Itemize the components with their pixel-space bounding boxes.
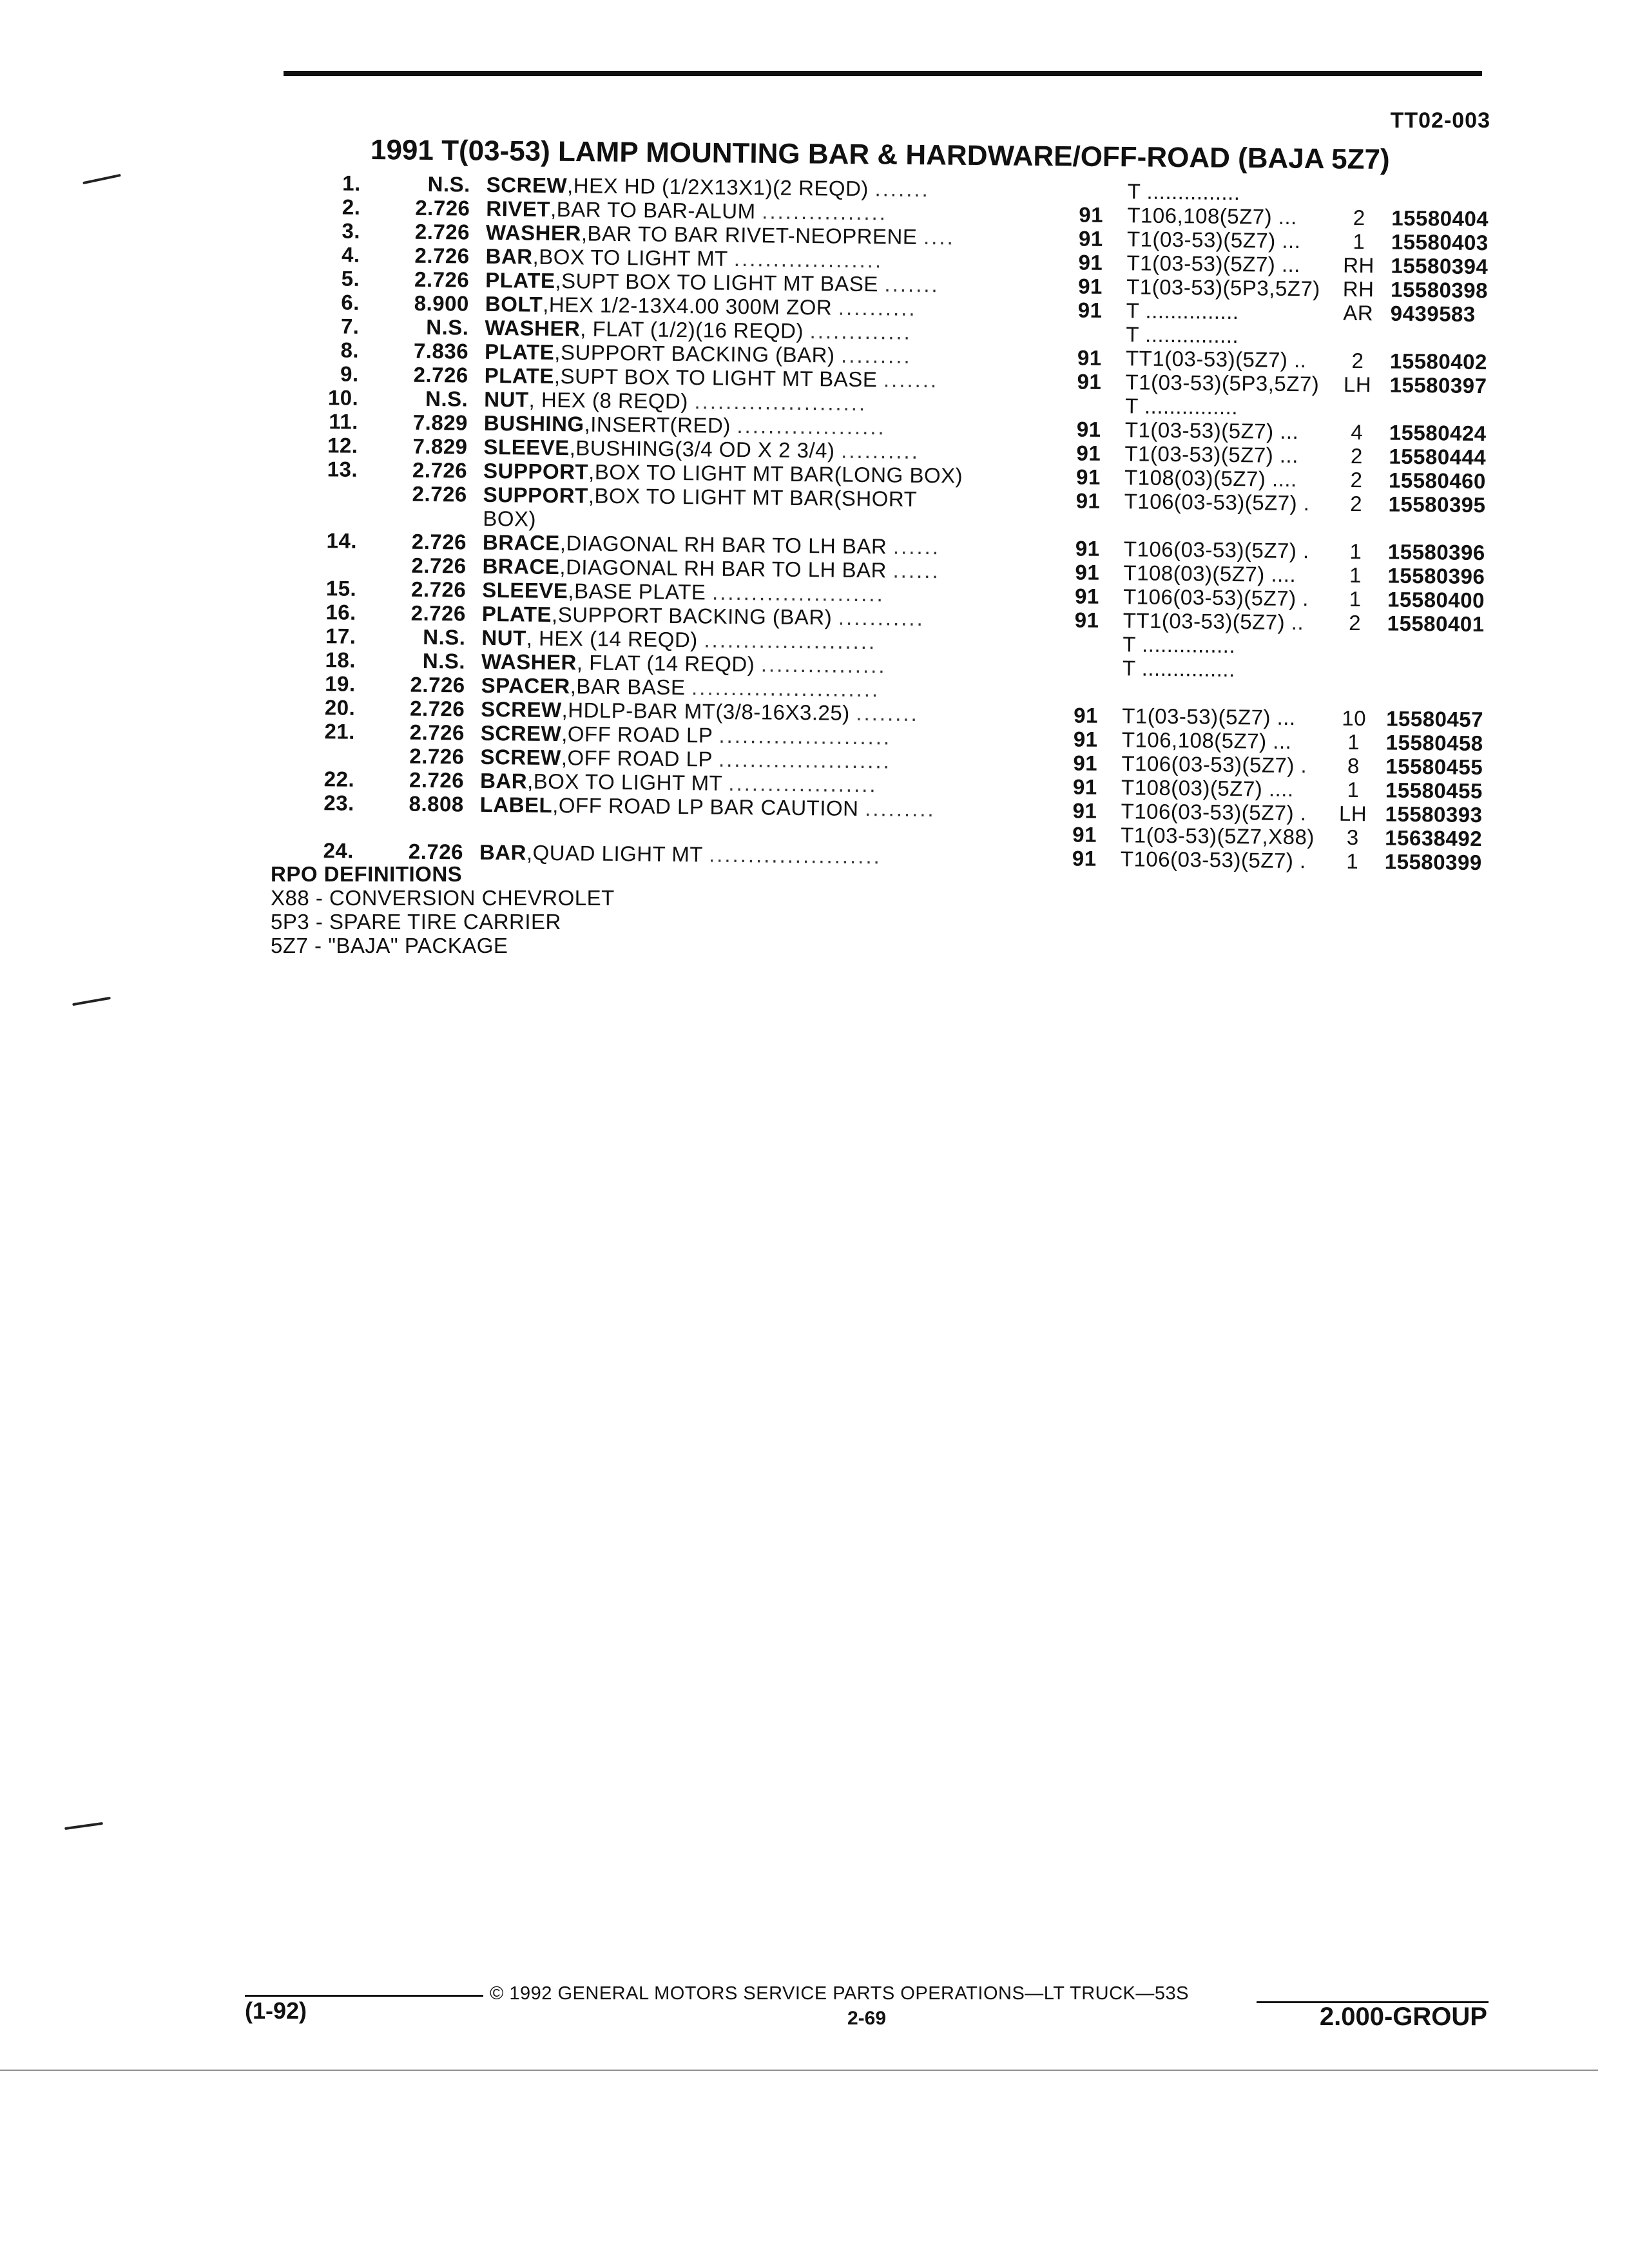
series-usage: T106,108(5Z7) ... (1127, 203, 1297, 229)
part-detail: ,BUSHING(3/4 OD X 2 3/4) (569, 436, 835, 463)
model-year: 91 (1076, 417, 1101, 441)
part-number: 15580424 (1389, 420, 1487, 446)
part-detail: ,OFF ROAD LP BAR CAUTION (552, 793, 859, 820)
part-number: 15580398 (1390, 277, 1489, 303)
leader-dots: ...................... (694, 389, 867, 416)
model-year: 91 (1075, 536, 1100, 561)
part-number: 15580396 (1387, 563, 1485, 589)
leader-dots: ........ (856, 700, 919, 726)
quantity: 1 (1353, 229, 1365, 254)
group-number: 2.726 (409, 744, 465, 769)
quantity: 2 (1350, 443, 1364, 468)
group-number: 2.726 (412, 481, 467, 506)
part-number: 15638492 (1385, 825, 1483, 851)
scan-bottom-line (0, 2070, 1598, 2071)
model-year: 91 (1075, 465, 1101, 489)
item-number: 11. (329, 409, 359, 434)
quantity: 1 (1349, 562, 1362, 588)
part-name: BAR (485, 244, 533, 269)
series-usage: T106,108(5Z7) ... (1121, 727, 1292, 754)
series-usage: T106(03-53)(5Z7) . (1123, 584, 1309, 611)
leader-dots: ...... (892, 558, 940, 583)
quantity: 8 (1347, 753, 1360, 778)
page-title: 1991 T(03-53) LAMP MOUNTING BAR & HARDWARE/OFF-ROAD (BAJA 5Z7) (370, 134, 1390, 176)
model-year: 91 (1072, 798, 1097, 823)
leader-dots: ........................ (691, 675, 880, 702)
item-number: 18. (325, 648, 356, 672)
quantity: AR (1343, 300, 1374, 325)
part-detail: ,OFF ROAD LP (561, 722, 713, 747)
quantity: RH (1342, 276, 1374, 302)
group-number: 2.726 (410, 672, 465, 697)
item-number: 19. (325, 671, 356, 696)
part-name: BAR (479, 840, 527, 865)
leader-dots: ............. (809, 319, 912, 344)
item-number: 10. (327, 385, 359, 410)
item-number: 12. (327, 433, 358, 457)
part-detail: ,HDLP-BAR MT(3/8-16X3.25) (561, 698, 850, 725)
leader-dots: ......... (840, 343, 912, 368)
part-name: PLATE (484, 363, 555, 388)
part-name: SLEEVE (483, 434, 570, 460)
quantity (1332, 682, 1377, 683)
series-usage: T1(03-53)(5Z7) ... (1124, 418, 1299, 444)
part-detail: ,HEX 1/2-13X4.00 300M ZOR (543, 292, 833, 320)
group-number: 2.726 (413, 362, 468, 387)
part-name: RIVET (486, 196, 551, 221)
part-detail: ,DIAGONAL RH BAR TO LH BAR (559, 531, 887, 559)
part-number (1392, 182, 1495, 184)
part-detail: ,BAR TO BAR-ALUM (550, 197, 756, 224)
part-number: 15580455 (1385, 778, 1483, 803)
quantity: 1 (1346, 849, 1359, 874)
series-usage: T ............... (1125, 394, 1239, 419)
series-usage: T1(03-53)(5P3,5Z7) (1125, 370, 1320, 396)
rpo-item-5p3: 5P3 - SPARE TIRE CARRIER (271, 910, 561, 934)
page-number: 2-69 (847, 2008, 887, 2029)
part-number: 15580397 (1389, 372, 1487, 398)
parts-list (302, 171, 1489, 874)
quantity: 2 (1353, 205, 1365, 230)
item-number (305, 552, 357, 553)
group-number: N.S. (423, 624, 466, 649)
part-number: 15580399 (1384, 849, 1482, 875)
part-name: WASHER (481, 649, 577, 675)
item-number: 2. (342, 195, 361, 219)
group-number: 2.726 (410, 577, 467, 602)
model-year: 91 (1078, 226, 1103, 251)
part-name: PLATE (484, 339, 555, 364)
model-year: 91 (1072, 846, 1097, 870)
group-number: N.S. (427, 171, 470, 197)
model-year: 91 (1075, 488, 1101, 513)
footer-group: 2.000-GROUP (1319, 2003, 1487, 2031)
part-name: LABEL (479, 792, 553, 818)
series-usage: T ............... (1123, 632, 1236, 658)
group-number: 2.726 (415, 195, 470, 220)
part-name: SCREW (480, 720, 562, 746)
part-name: SPACER (481, 673, 570, 698)
part-number: 15580457 (1385, 706, 1484, 732)
leader-dots: ...................... (711, 580, 885, 606)
part-detail: , FLAT (14 REQD) (576, 650, 755, 677)
group-number: 2.726 (414, 243, 470, 268)
part-number: 15580444 (1389, 444, 1487, 470)
scan-edge-mark (82, 174, 121, 184)
quantity: 10 (1342, 706, 1367, 731)
model-year: 91 (1074, 584, 1100, 608)
part-detail: ,BAR BASE (570, 674, 686, 700)
part-number: 15580393 (1385, 802, 1483, 827)
series-usage: T1(03-53)(5Z7) ... (1124, 441, 1299, 468)
part-number: 15580395 (1388, 492, 1486, 517)
part-detail: ,BAR TO BAR RIVET-NEOPRENE (581, 221, 918, 249)
rpo-item-x88: X88 - CONVERSION CHEVROLET (271, 886, 615, 910)
series-usage: T1(03-53)(5Z7) ... (1126, 227, 1301, 253)
part-name: NUT (481, 625, 526, 650)
quantity: 4 (1351, 419, 1364, 445)
series-usage: T1(03-53)(5Z7) ... (1126, 251, 1301, 277)
group-number: N.S. (422, 648, 466, 673)
part-number: 15580394 (1391, 253, 1489, 279)
item-number (304, 743, 355, 744)
rpo-definitions (271, 862, 615, 957)
group-number: 7.829 (412, 410, 468, 435)
item-number: 13. (327, 457, 358, 481)
group-number: 2.726 (410, 601, 467, 626)
part-detail: ,SUPT BOX TO LIGHT MT BASE (555, 269, 879, 296)
group-number: 7.829 (412, 434, 468, 459)
part-name: SCREW (480, 744, 562, 770)
part-detail: ,BASE PLATE (568, 579, 706, 604)
item-number: 15. (325, 576, 357, 601)
item-number: 23. (323, 791, 354, 815)
series-usage: T ............... (1122, 656, 1235, 682)
group-number: N.S. (425, 386, 468, 411)
item-number: 3. (342, 218, 361, 243)
item-number: 7. (340, 314, 360, 338)
quantity: RH (1343, 253, 1375, 278)
model-year: 91 (1074, 608, 1099, 632)
part-detail: ,QUAD LIGHT MT (526, 840, 703, 867)
series-usage: T106(03-53)(5Z7) . (1120, 847, 1306, 873)
part-detail: , FLAT (1/2)(16 REQD) (580, 316, 804, 343)
item-number: 1. (342, 171, 361, 195)
part-number: 15580396 (1387, 539, 1485, 565)
part-name: SLEEVE (482, 577, 568, 603)
item-number: 8. (340, 338, 360, 362)
model-year: 91 (1077, 345, 1102, 370)
part-number: 15580402 (1389, 349, 1488, 374)
model-year: 91 (1075, 560, 1100, 584)
quantity: 1 (1347, 777, 1360, 802)
group-number: 8.900 (414, 291, 470, 316)
series-usage: T108(03)(5Z7) .... (1121, 775, 1294, 802)
quantity: 2 (1350, 467, 1363, 492)
leader-dots: ................... (737, 413, 886, 439)
footer-rule-left (245, 1995, 483, 1997)
item-number: 16. (325, 600, 357, 624)
part-name: PLATE (485, 267, 555, 293)
series-usage: T1(03-53)(5Z7,X88) (1121, 823, 1315, 849)
leader-dots: ................ (762, 199, 888, 225)
series-usage: T106(03-53)(5Z7) . (1121, 799, 1307, 825)
group-number: 2.726 (411, 529, 467, 554)
quantity: 1 (1347, 729, 1360, 754)
leader-dots: .......... (840, 438, 920, 463)
model-year: 91 (1073, 727, 1098, 751)
group-number: 8.808 (409, 791, 464, 816)
model-year: 91 (1077, 369, 1102, 394)
model-year: 91 (1078, 250, 1103, 274)
leader-dots: ................ (760, 652, 887, 678)
quantity: 1 (1349, 539, 1362, 564)
part-name: BOLT (485, 291, 543, 316)
footer-copyright: © 1992 GENERAL MOTORS SERVICE PARTS OPERATIONS—LT TRUCK—53S (490, 1983, 1189, 2004)
leader-dots: ...... (892, 534, 941, 559)
leader-dots: .... (923, 224, 955, 249)
part-name: BUSHING (483, 410, 584, 436)
part-description (483, 483, 973, 535)
part-detail: ,OFF ROAD LP (561, 745, 713, 771)
part-detail: , HEX (8 REQD) (528, 387, 689, 414)
series-usage: T106(03-53)(5Z7) . (1124, 489, 1310, 515)
part-number: 15580400 (1387, 587, 1485, 613)
quantity: 1 (1349, 586, 1362, 611)
part-number: 15580401 (1387, 611, 1485, 637)
model-year: 91 (1077, 274, 1103, 298)
rpo-heading: RPO DEFINITIONS (271, 862, 463, 886)
model-year: 91 (1077, 298, 1103, 322)
series-usage: T106(03-53)(5Z7) . (1121, 751, 1307, 778)
part-detail: ,BOX TO LIGHT MT BAR(SHORT BOX) (483, 483, 917, 531)
part-detail: ,SUPPORT BACKING (BAR) (554, 340, 835, 367)
leader-dots: ................... (728, 771, 878, 797)
part-detail: ,BOX TO LIGHT MT BAR(LONG BOX) (588, 459, 963, 488)
part-number: 15580458 (1385, 730, 1483, 756)
model-year: 91 (1072, 822, 1097, 847)
part-name: SCREW (481, 697, 562, 722)
part-number: 15580460 (1388, 468, 1487, 494)
group-number: 2.726 (414, 219, 470, 244)
series-usage: T106(03-53)(5Z7) . (1123, 537, 1309, 563)
group-number: 7.836 (413, 338, 469, 363)
part-name: WASHER (485, 220, 582, 245)
part-name: SUPPORT (483, 458, 589, 484)
item-number: 17. (325, 624, 356, 648)
group-number: 2.726 (409, 767, 465, 793)
group-number: N.S. (426, 314, 469, 340)
part-name: BRACE (482, 530, 561, 555)
series-usage: TT1(03-53)(5Z7) .. (1123, 608, 1304, 635)
rpo-item-5z7: 5Z7 - "BAJA" PACKAGE (271, 934, 508, 957)
leader-dots: ....... (874, 177, 930, 202)
group-number: 2.726 (411, 553, 467, 578)
part-number: 15580404 (1391, 206, 1489, 231)
leader-dots: ....... (884, 272, 940, 297)
series-usage: T1(03-53)(5P3,5Z7) (1126, 274, 1320, 301)
series-usage: T108(03)(5Z7) .... (1124, 465, 1297, 492)
item-number: 14. (326, 528, 358, 553)
model-year: 91 (1072, 774, 1097, 799)
part-name: SCREW (486, 172, 568, 198)
leader-dots: ........... (838, 605, 925, 631)
model-year: 91 (1076, 441, 1101, 465)
quantity: 2 (1350, 491, 1363, 516)
part-detail: , HEX (14 REQD) (526, 626, 698, 652)
leader-dots: ...................... (718, 747, 891, 773)
item-number: 24. (323, 838, 354, 863)
series-usage: T ............... (1126, 298, 1239, 324)
top-rule (284, 71, 1482, 76)
item-number: 9. (340, 361, 359, 386)
leader-dots: ...................... (718, 723, 892, 749)
leader-dots: ................... (733, 246, 883, 273)
series-usage: T108(03)(5Z7) .... (1123, 561, 1296, 587)
series-usage: T ............... (1127, 179, 1240, 205)
item-number: 6. (341, 290, 360, 314)
quantity: 2 (1349, 610, 1362, 635)
leader-dots: ....... (883, 367, 939, 392)
item-number: 5. (341, 266, 360, 291)
part-number: 9439583 (1390, 301, 1476, 326)
leader-dots: ......... (864, 796, 936, 822)
part-detail: ,HEX HD (1/2X13X1)(2 REQD) (566, 173, 869, 201)
part-detail: ,SUPPORT BACKING (BAR) (551, 602, 833, 629)
part-name: PLATE (481, 601, 552, 626)
item-number: 20. (324, 695, 356, 720)
group-number: 2.726 (412, 457, 468, 483)
quantity: 3 (1346, 825, 1359, 850)
quantity: 2 (1351, 348, 1364, 373)
item-number: 4. (341, 242, 360, 267)
scan-edge-mark (64, 1822, 103, 1830)
leader-dots: .......... (838, 295, 917, 320)
footer-date: (1-92) (245, 1997, 307, 2024)
part-detail: ,INSERT(RED) (584, 412, 731, 437)
leader-dots: ...................... (704, 628, 877, 654)
quantity: LH (1343, 372, 1372, 397)
part-name: NUT (484, 387, 529, 412)
group-number: 2.726 (408, 839, 464, 864)
quantity: LH (1338, 801, 1367, 826)
part-name: BAR (479, 768, 528, 793)
item-number (303, 814, 354, 815)
part-detail: ,BOX TO LIGHT MT (526, 769, 722, 795)
series-usage: T1(03-53)(5Z7) ... (1122, 704, 1296, 730)
leader-dots: ...................... (708, 842, 882, 869)
series-usage: T ............... (1126, 322, 1239, 348)
part-detail: ,BOX TO LIGHT MT (532, 244, 728, 271)
model-year: 91 (1079, 202, 1104, 227)
part-detail: ,SUPT BOX TO LIGHT MT BASE (554, 363, 878, 392)
group-number: 2.726 (409, 720, 465, 745)
part-detail: ,DIAGONAL RH BAR TO LH BAR (559, 555, 887, 582)
scan-edge-mark (72, 997, 111, 1006)
model-year: 91 (1074, 703, 1099, 727)
group-number: 2.726 (414, 267, 470, 292)
series-usage: TT1(03-53)(5Z7) .. (1125, 346, 1307, 372)
page-code: TT02-003 (1390, 108, 1490, 133)
part-name: BRACE (482, 553, 560, 579)
part-number: 15580403 (1391, 229, 1489, 255)
item-number: 21. (324, 719, 356, 744)
group-number: 2.726 (409, 696, 465, 721)
model-year: 91 (1073, 751, 1098, 775)
part-name: WASHER (485, 315, 581, 341)
part-name: SUPPORT (483, 482, 588, 508)
part-number: 15580455 (1385, 754, 1483, 780)
item-number: 22. (323, 767, 355, 791)
